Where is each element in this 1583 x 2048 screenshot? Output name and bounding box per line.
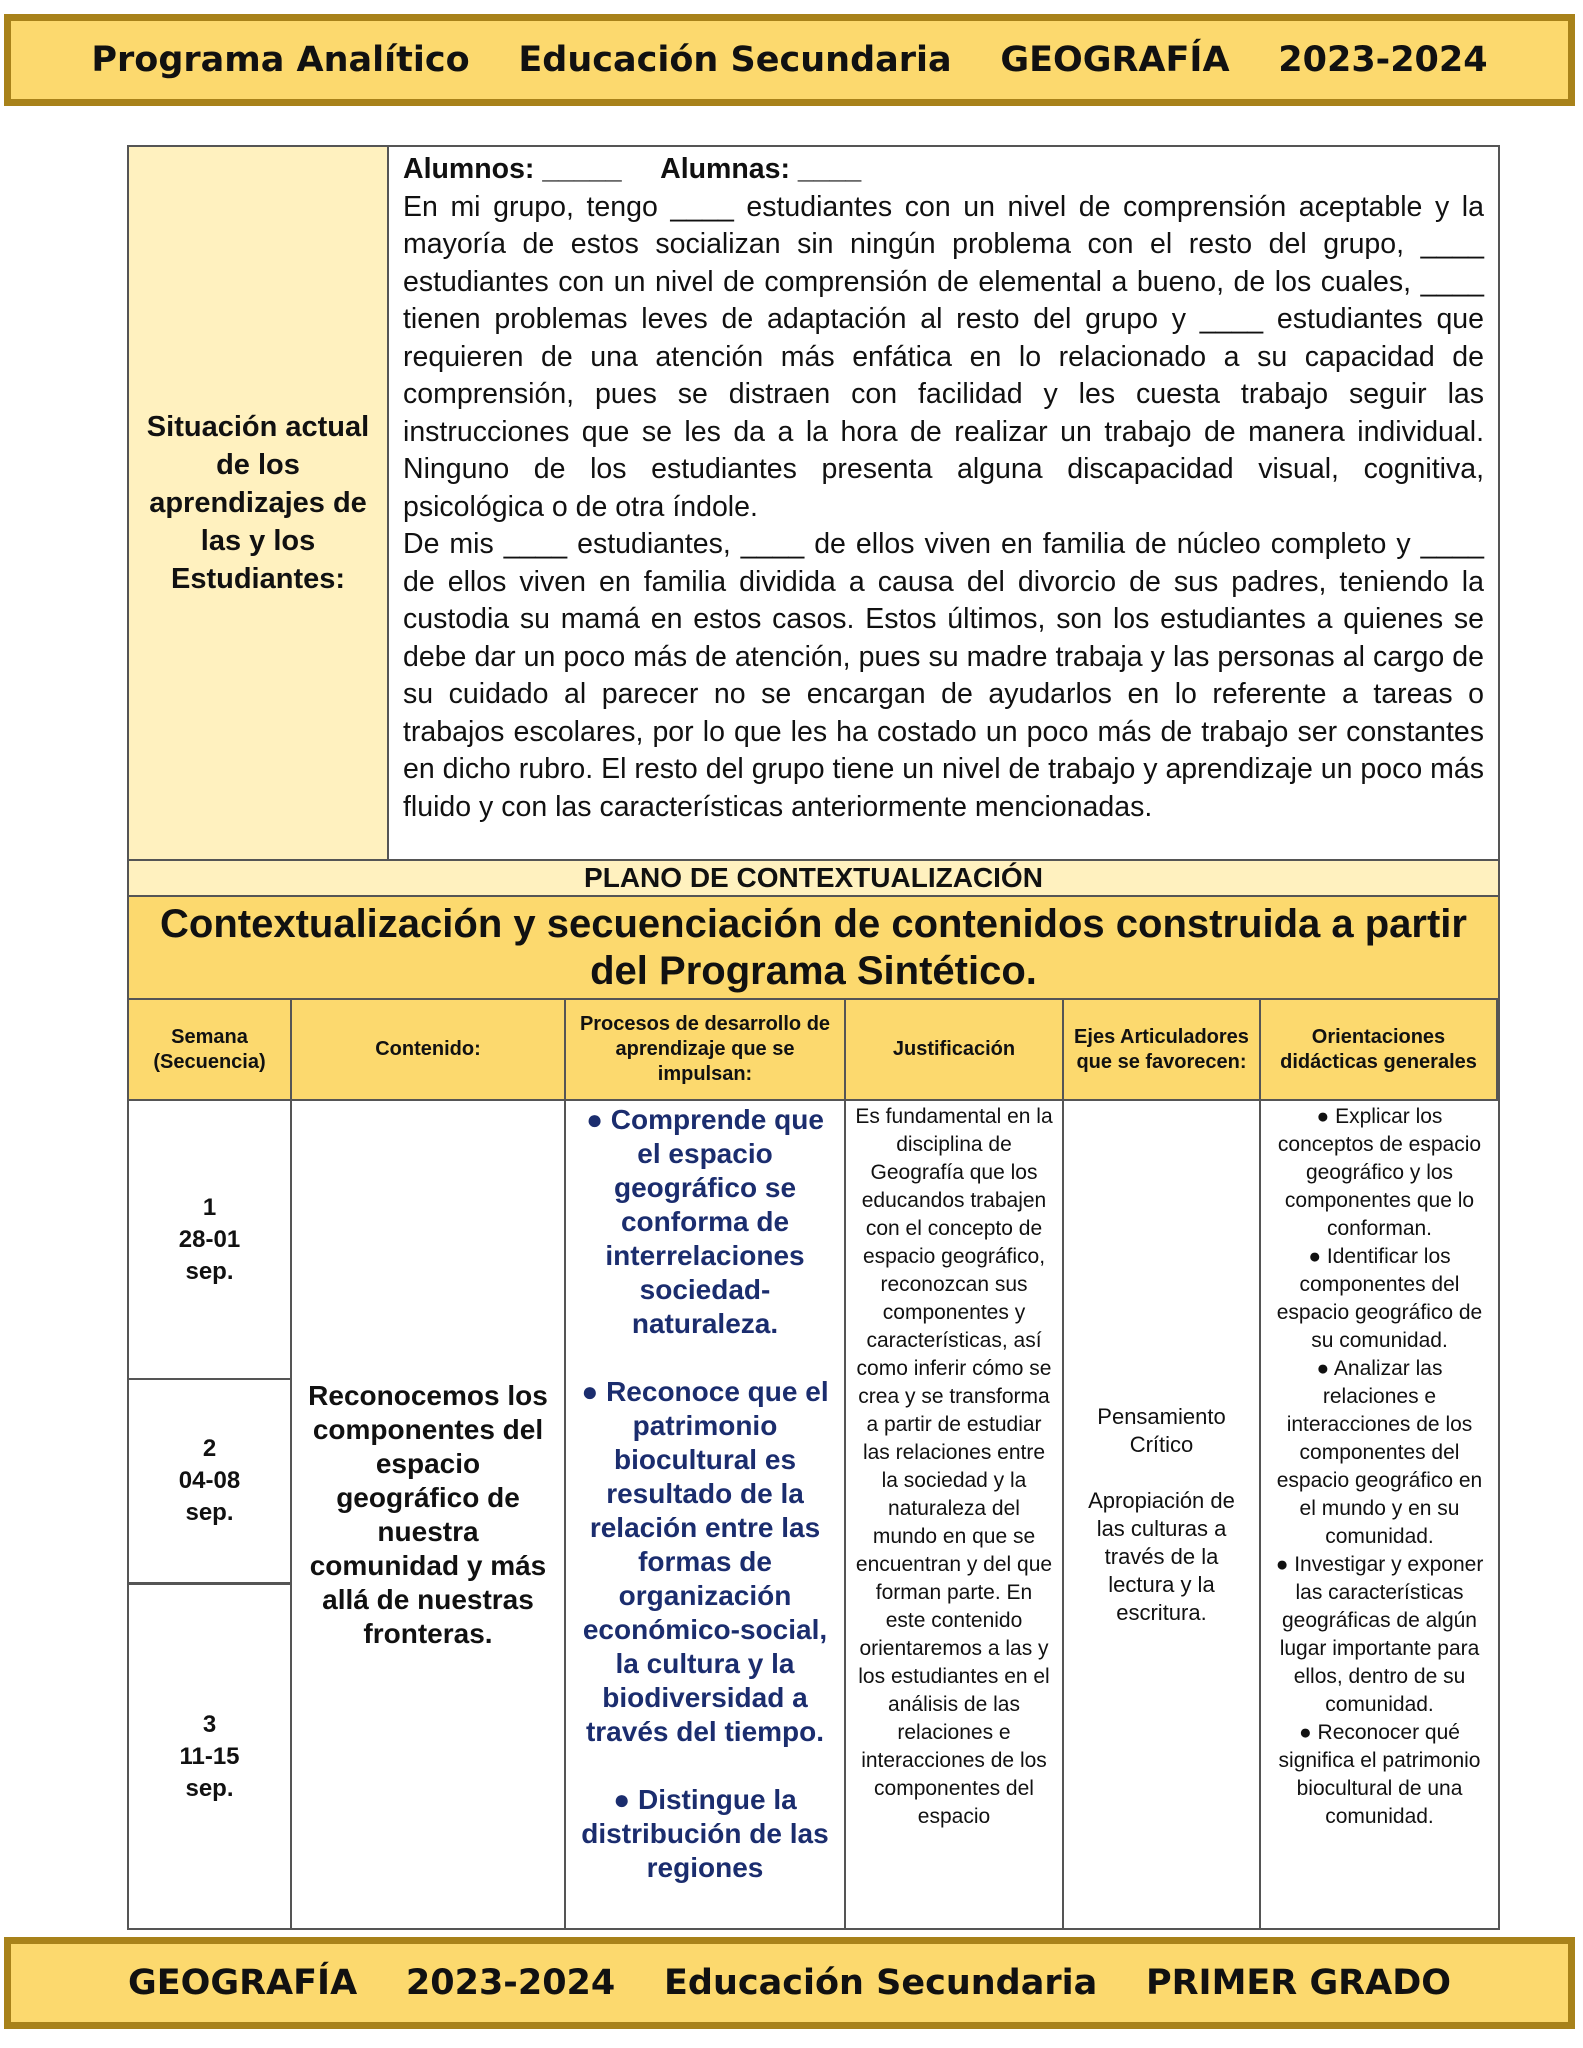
situacion-body: [389, 147, 1498, 859]
alumnos-line: Alumnos: _____ Alumnas: ____: [403, 153, 862, 185]
week-cell: [129, 1101, 290, 1380]
week-number: 1: [202, 1193, 217, 1221]
week-cell: [129, 1380, 290, 1585]
week-number: 2: [202, 1435, 217, 1462]
ejes-column: [1064, 1101, 1261, 1928]
week-number: 3: [202, 1710, 217, 1738]
justificacion-column: [846, 1101, 1064, 1928]
orientacion-item: ● Identificar los componentes del espacio geográfico de su comunidad.: [1276, 1245, 1483, 1352]
orientacion-item: ● Reconocer qué significa el patrimonio biocultural de una comunidad.: [1278, 1721, 1481, 1828]
week-month: sep.: [185, 1774, 234, 1802]
col-header-contenido: Contenido:: [292, 1000, 566, 1101]
orientacion-item: ● Investigar y exponer las características geográficas de algún lugar importante para ellos, dentro de su comunidad.: [1275, 1553, 1484, 1716]
eje-item: Apropiación de las culturas a través de la lectura y la escritura.: [1088, 1487, 1235, 1625]
week-month: sep.: [185, 1257, 234, 1285]
contenido-column: [292, 1101, 566, 1928]
plano-title: PLANO DE CONTEXTUALIZACIÓN: [129, 861, 1498, 897]
footer-banner: [4, 1937, 1575, 2029]
week-dates: 04-08: [178, 1467, 241, 1494]
proceso-item: ● Reconoce que el patrimonio biocultural es resultado de la relación entre las formas de organización económico-social, la cultura y la biodiversidad a través del tiempo.: [581, 1376, 829, 1747]
week-dates: 28-01: [178, 1225, 241, 1253]
justificacion-text: Es fundamental en la disciplina de Geografía que los educandos trabajen con el concepto de espacio geográfico, reconozcan sus componentes y características, así como inferir cómo se crea y se transforma a partir de estudiar las relaciones entre la sociedad y la naturaleza del mundo en que se encuentran y del que forman parte. En este contenido orientaremos a las y los estudiantes en el análisis de las relaciones e interacciones de los componentes del espacio: [855, 1105, 1053, 1828]
week-month: sep.: [185, 1499, 234, 1526]
week-dates: 11-15: [179, 1742, 240, 1770]
sequence-grid: [129, 1000, 1498, 1928]
footer-title: GEOGRAFÍA 2023-2024 Educación Secundaria PRIMER GRADO: [127, 1963, 1452, 2003]
eje-item: Pensamiento Crítico: [1097, 1403, 1226, 1457]
situacion-label: Situación actual de los aprendizajes de las y los Estudiantes:: [129, 147, 389, 859]
orientaciones-column: [1261, 1101, 1498, 1928]
situacion-paragraph-1: En mi grupo, tengo ____ estudiantes con un nivel de comprensión aceptable y la mayoría de estos socializan sin ningún problema con el resto del grupo, ____ estudiantes con un nivel de comprensión de elemental a bueno, de los cuales, ____ tienen problemas leves de adaptación al resto del grupo y ____ estudiantes que requieren de una atención más enfática en lo relacionado a su capacidad de comprensión, pues se distraen con facilidad y les cuesta trabajo seguir las instrucciones que se les da a la hora de realizar un trabajo de manera individual. Ninguno de los estudiantes presenta alguna discapacidad visual, cognitiva, psicológica o de otra índole.: [403, 190, 1484, 523]
semana-column: [129, 1101, 292, 1928]
header-banner: [4, 14, 1575, 106]
procesos-column: [566, 1101, 846, 1928]
col-header-semana: Semana (Secuencia): [129, 1000, 292, 1101]
contexto-title: Contextualización y secuenciación de contenidos construida a partir del Programa Sintético.: [129, 897, 1498, 1000]
orientacion-item: ● Explicar los conceptos de espacio geográfico y los componentes que lo conforman.: [1277, 1105, 1482, 1240]
header-title: Programa Analítico Educación Secundaria GEOGRAFÍA 2023-2024: [91, 40, 1488, 80]
proceso-item: ● Distingue la distribución de las regiones: [581, 1784, 829, 1883]
program-table: [127, 145, 1500, 1930]
col-header-orientaciones: Orientaciones didácticas generales: [1261, 1000, 1498, 1101]
contenido-text: Reconocemos los componentes del espacio geográfico de nuestra comunidad y más allá de nuestras fronteras.: [308, 1379, 548, 1649]
week-cell: [129, 1585, 290, 1928]
situacion-paragraph-2: De mis ____ estudiantes, ____ de ellos viven en familia de núcleo completo y ____ de ellos viven en familia dividida a causa del divorcio de sus padres, teniendo la custodia su mamá en estos casos. Estos últimos, son los estudiantes a quienes se debe dar un poco más de atención, pues su madre trabaja y las personas al cargo de su cuidado al parecer no se encargan de ayudarlos en lo referente a tareas o trabajos escolares, por lo que les ha costado un poco más de trabajo ser constantes en dicho rubro. El resto del grupo tiene un nivel de trabajo y aprendizaje un poco más fluido y con las características anteriormente mencionadas.: [403, 528, 1484, 823]
situacion-row: [129, 147, 1498, 861]
orientacion-item: ● Analizar las relaciones e interacciones de los componentes del espacio geográfico en el mundo y en su comunidad.: [1276, 1357, 1483, 1548]
col-header-ejes: Ejes Articuladores que se favorecen:: [1064, 1000, 1261, 1101]
proceso-item: ● Comprende que el espacio geográfico se conforma de interrelaciones sociedad-naturaleza.: [586, 1104, 824, 1339]
col-header-justificacion: Justificación: [846, 1000, 1064, 1101]
col-header-procesos: Procesos de desarrollo de aprendizaje que se impulsan:: [566, 1000, 846, 1101]
